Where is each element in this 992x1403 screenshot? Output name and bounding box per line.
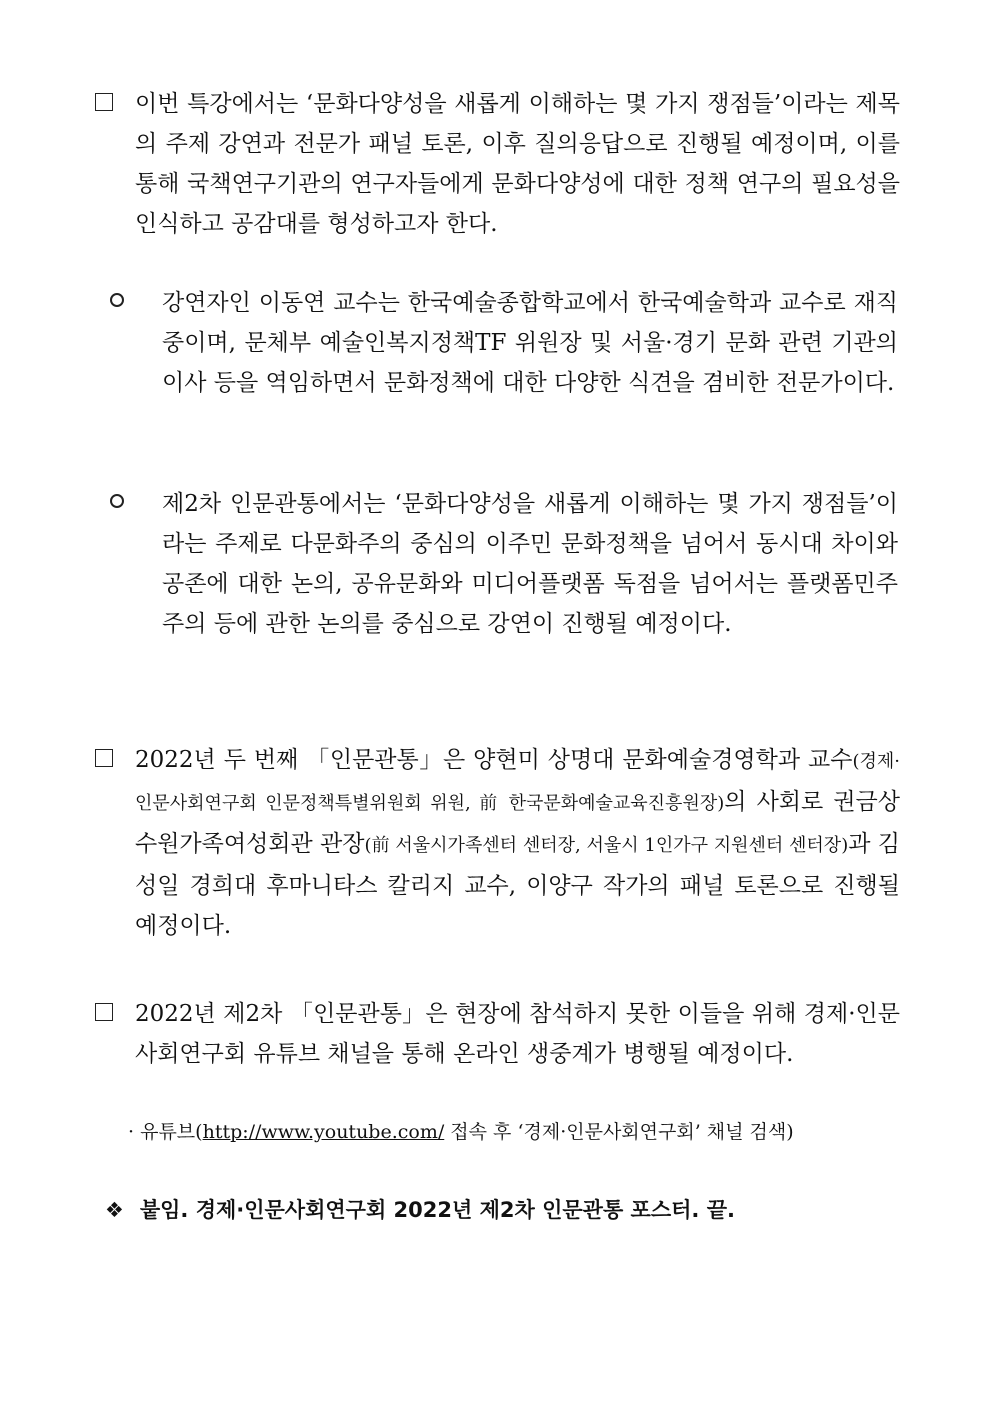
diamond-bullet-icon: ❖: [105, 1198, 124, 1222]
paragraph-block-5: [95, 994, 900, 1074]
paragraph-text: 제2차 인문관통에서는 ‘문화다양성을 새롭게 이해하는 몇 가지 쟁점들’이라는 주제로 다문화주의 중심의 이주민 문화정책을 넘어서 동시대 차이와 공존에 대한 논의, 공유문화와 미디어플랫폼 독점을 넘어서는 플랫폼민주주의 등에 관한 논의를 중심으로 강연이 진행될 예정이다.: [162, 491, 898, 637]
text-run: 과 김성일 경희대 후마니타스 칼리지 교수, 이양구 작가의 패널 토론으로 진행될 예정이다.: [135, 831, 900, 939]
text-run: 의 사회로 권금상 수원가족여성회관 관장: [135, 789, 900, 857]
dot-bullet: ·: [128, 1121, 135, 1143]
paragraph-block-4: [95, 740, 900, 946]
parenthetical-note: (前 서울시가족센터 센터장, 서울시 1인가구 지원센터 센터장): [364, 835, 849, 856]
note-prefix: 유튜브(: [140, 1121, 203, 1143]
square-bullet-icon: [95, 749, 113, 767]
paragraph-text: 2022년 제2차 「인문관통」은 현장에 참석하지 못한 이들을 위해 경제·인문사회연구회 유튜브 채널을 통해 온라인 생중계가 병행될 예정이다.: [135, 1001, 900, 1067]
note-suffix: 접속 후 ‘경제·인문사회연구회’ 채널 검색): [444, 1121, 794, 1143]
paragraph-text: 강연자인 이동연 교수는 한국예술종합학교에서 한국예술학과 교수로 재직 중이며, 문체부 예술인복지정책TF 위원장 및 서울·경기 문화 관련 기관의 이사 등을 역임하면서 문화정책에 대한 다양한 식견을 겸비한 전문가이다.: [162, 290, 898, 396]
paragraph-block-2: [110, 283, 898, 403]
paragraph-block-1: [95, 84, 900, 244]
youtube-note: [128, 1117, 898, 1147]
paragraph-text: 이번 특강에서는 ‘문화다양성을 새롭게 이해하는 몇 가지 쟁점들’이라는 제목의 주제 강연과 전문가 패널 토론, 이후 질의응답으로 진행될 예정이며, 이를 통해 국책연구기관의 연구자들에게 문화다양성에 대한 정책 연구의 필요성을 인식하고 공감대를 형성하고자 한다.: [135, 91, 900, 237]
circle-bullet-icon: [110, 293, 124, 307]
parenthetical-note: (경제·인문사회연구회 인문정책특별위원회 위원, 前 한국문화예술교육진흥원장): [135, 751, 900, 814]
youtube-link[interactable]: http://www.youtube.com/: [202, 1121, 445, 1143]
square-bullet-icon: [95, 1003, 113, 1021]
text-run: 2022년 두 번째 「인문관통」은 양현미 상명대 문화예술경영학과 교수: [135, 747, 853, 773]
square-bullet-icon: [95, 93, 113, 111]
circle-bullet-icon: [110, 494, 124, 508]
attachment-text: 붙임. 경제·인문사회연구회 2022년 제2차 인문관통 포스터. 끝.: [139, 1198, 735, 1222]
paragraph-block-3: [110, 484, 898, 644]
attachment-line: [105, 1194, 735, 1224]
paragraph-text: [95, 740, 900, 946]
